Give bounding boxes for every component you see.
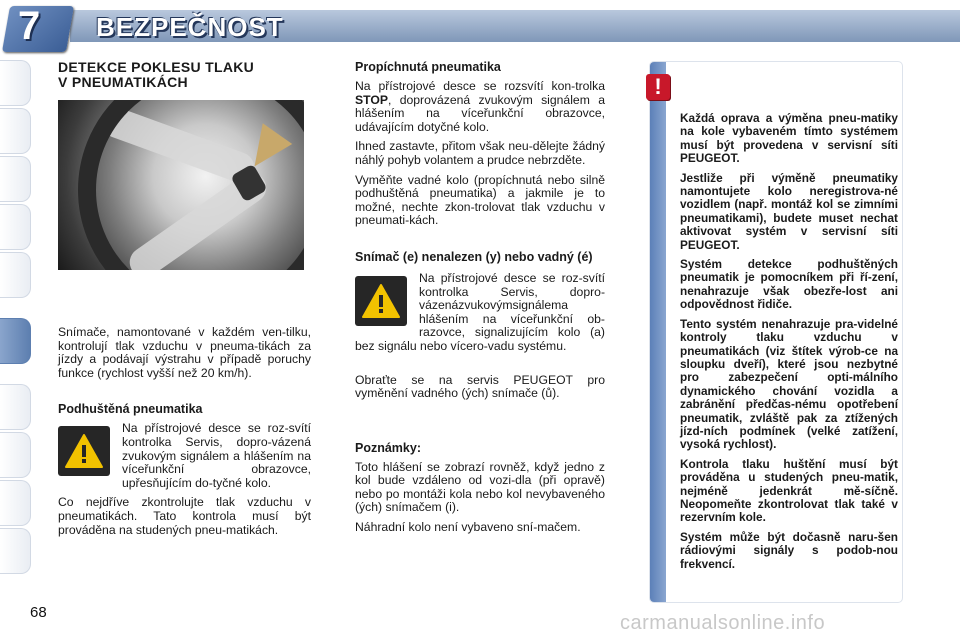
underinflated-advice: Co nejdříve zkontrolujte tlak vzduchu v pneumatikách. Tato kontrola musí být prováděna na studených pneu-matikách. <box>58 495 311 537</box>
note-paragraph: Každá oprava a výměna pneu-matiky na kole vybaveném tímto systémem musí být provedena v servisní síti PEUGEOT. <box>680 111 898 166</box>
note-paragraph: Tento systém nenahrazuje pra-videlné kontroly tlaku vzduchu v pneumatikách (viz štítek výrob-ce na sloupku dveří), které jsou nezbytné pro zabezpečení opti-málního dynamického chování vozidla a zabránění předčas-nému opotřebení pneumatik, zvláště pak za ztížených jízd-ních podmínek (velké zatížení, vysoká rychlost). <box>680 316 898 452</box>
note-paragraph: Jestliže při výměně pneumatiky namontujete kolo neregistrova-né vozidlem (např. montáž kol se zimními pneumatikami), budete muset nechat aktivovat systém v servisní síti PEUGEOT. <box>680 170 898 252</box>
warning-triangle-icon <box>361 282 401 320</box>
warning-indicator <box>355 276 411 328</box>
sensor-warning: Na přístrojové desce se roz-svítí kontrolka Servis, dopro-vázenázvukovýmsignálema hlášením na víceřunkční ob-razovce, signalizujícím kolo (a) bez signálu nebo vícero-vadu systému. <box>355 270 605 353</box>
chapter-tab[interactable] <box>0 108 31 154</box>
chapter-tab[interactable] <box>0 60 31 106</box>
punctured-text-2: Ihned zastavte, přitom však neu-dělejte žádný náhlý pohyb volantem a prudce nebrzděte. <box>355 139 605 167</box>
note-paragraph: Kontrola tlaku huštění musí být prováděna u studených pneu-matik, nejméně jedenkrát mě-síčně. Neopomeňte zkontrolovat tlak také v rezervním kole. <box>680 456 898 525</box>
chapter-tab[interactable] <box>0 384 31 430</box>
page-header <box>0 0 960 52</box>
notes-title: Poznámky: <box>355 440 421 455</box>
watermark: carmanualsonline.info <box>620 612 826 634</box>
chapter-tab[interactable] <box>0 156 31 202</box>
chapter-tab[interactable] <box>0 480 31 526</box>
page-number: 68 <box>30 604 47 621</box>
punctured-text-3: Vyměňte vadné kolo (propíchnutá nebo silně podhuštěná pneumatika) a jakmile je to možné, nechte zkon-trolovat tlak vzduchu v pneumati-kách. <box>355 172 605 228</box>
chapter-tab[interactable] <box>0 204 31 250</box>
underinflated-title: Podhuštěná pneumatika <box>58 402 203 417</box>
chapter-number: 7 <box>18 4 41 48</box>
left-column <box>58 60 311 543</box>
sensor-advice: Obraťte se na servis PEUGEOT pro vyměnění vadného (ých) snímače (ů). <box>355 372 605 401</box>
underinflated-warning: Na přístrojové desce se roz-svítí kontrolka Servis, dopro-vázená zvukovým signálem a hlášením na víceřunkční obrazovce, upřesňujícím do-tyčné kolo. <box>122 421 311 490</box>
chapter-tab-active[interactable] <box>0 318 31 364</box>
notes-text-1: Toto hlášení se zobrazí rovněž, když jedno z kol bude vzdáleno od vozi-dla (při opravě) nebo po montáži kola nebo kol nevybaveného (ých) snímačem (i). <box>355 459 605 515</box>
intro-text: Snímače, namontované v každém ven-tilku, kontrolují tlak vzduchu v pneuma-tikách za jízdy a podávají výstrahu v případě poruchy funkce (rychlost vyšší než 20 km/h). <box>58 325 311 380</box>
punctured-title: Propíchnutá pneumatika <box>355 60 501 74</box>
note-content <box>680 112 898 577</box>
chapter-tab[interactable] <box>0 432 31 478</box>
notes-text-2: Náhradní kolo není vybaveno sní-mačem. <box>355 520 581 535</box>
note-stripe <box>650 62 666 602</box>
note-paragraph: Systém může být dočasně naru-šen rádiovými signály s podob-nou frekvencí. <box>680 529 898 571</box>
page-title: BEZPEČNOST <box>96 12 284 42</box>
punctured-text-1: Na přístrojové desce se rozsvítí kon-trolka STOP, doprovázená zvukovým signálem a hlášením na víceřunkční obrazovce, udávajícím dotyčné kolo. <box>355 79 605 134</box>
tyre-valve-photo <box>58 100 304 270</box>
exclamation-icon: ! <box>646 74 670 100</box>
warning-triangle-icon <box>64 432 104 470</box>
warning-indicator <box>58 426 114 478</box>
stop-label: STOP <box>355 92 388 107</box>
note-paragraph: Systém detekce podhuštěných pneumatik je pomocníkem při ří-zení, nenahrazuje však obezře-lost ani odpovědnost řidiče. <box>680 257 898 312</box>
sensor-title: Snímač (e) nenalezen (y) nebo vadný (é) <box>355 249 593 264</box>
middle-column <box>355 60 605 541</box>
chapter-tab[interactable] <box>0 528 31 574</box>
chapter-tab[interactable] <box>0 252 31 298</box>
section-heading: DETEKCE POKLESU TLAKU V PNEUMATIKÁCH <box>58 59 255 90</box>
